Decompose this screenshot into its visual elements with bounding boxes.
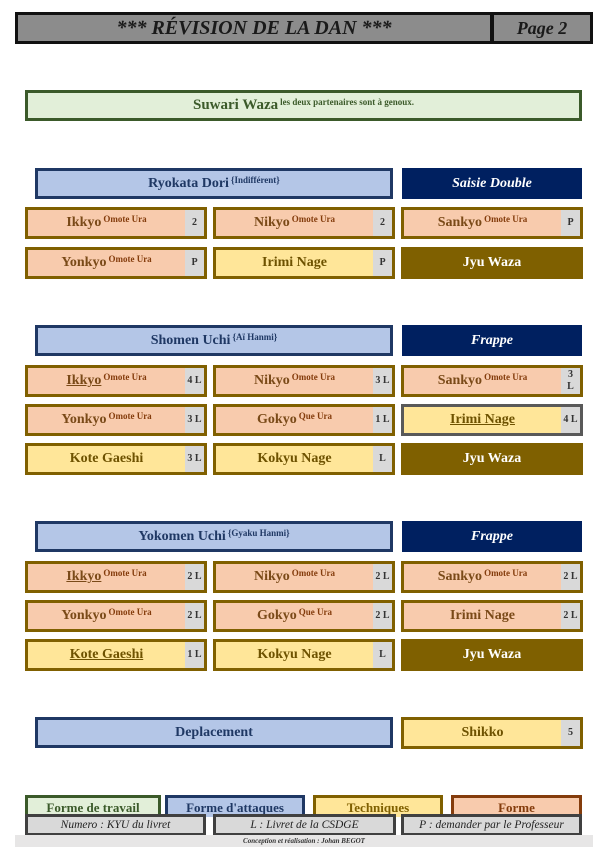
tech-yokomen-gokyo — [213, 600, 395, 632]
tech-number: P — [373, 250, 392, 276]
jyu-waza-shomen: Jyu Waza — [401, 443, 583, 475]
tech-ryokata-irimi-nage — [213, 247, 395, 279]
tech-yokomen-kote-gaeshi — [25, 639, 207, 671]
attack-label: Shomen Uchi — [150, 332, 231, 348]
tech-name: Nikyo — [253, 215, 290, 230]
attack-header-ryokata-dori — [35, 168, 393, 199]
tech-shomen-nikyo — [213, 365, 395, 397]
tech-number: 2 L — [561, 603, 580, 629]
tech-name: Irimi Nage — [262, 255, 327, 270]
tech-name: Shikko — [461, 725, 504, 740]
work-form-banner — [25, 90, 582, 121]
tech-number: 2 L — [373, 603, 392, 629]
tech-name: Sankyo — [437, 569, 483, 584]
tech-variant: Omote Ura — [484, 372, 528, 382]
jyu-waza-yokomen: Jyu Waza — [401, 639, 583, 671]
tech-variant: Omote Ura — [103, 214, 147, 224]
tech-shomen-ikkyo — [25, 365, 207, 397]
tech-variant: Que Ura — [298, 411, 332, 421]
tech-variant: Omote Ura — [108, 411, 152, 421]
category-frappe: Frappe — [402, 521, 582, 552]
attack-header-shomen-uchi — [35, 325, 393, 356]
legend-note-livret: L : Livret de la CSDGE — [213, 814, 396, 836]
tech-name: Kokyu Nage — [257, 647, 332, 662]
tech-yokomen-yonkyo — [25, 600, 207, 632]
credit-line: Conception et réalisation : Johan BEGOT — [15, 835, 593, 847]
tech-number: 2 L — [185, 564, 204, 590]
tech-ryokata-ikkyo — [25, 207, 207, 239]
tech-name: Ikkyo — [66, 215, 102, 230]
attack-note: {Gyaku Hanmi} — [227, 527, 290, 538]
tech-variant: Omote Ura — [291, 568, 336, 578]
tech-name: Yonkyo — [61, 412, 107, 427]
tech-variant: Omote Ura — [484, 568, 528, 578]
tech-shikko — [401, 717, 583, 749]
attack-header-yokomen-uchi — [35, 521, 393, 552]
tech-number: P — [185, 250, 204, 276]
tech-name: Sankyo — [437, 373, 483, 388]
tech-number: 1 L — [185, 642, 204, 668]
tech-yokomen-irimi-nage — [401, 600, 583, 632]
tech-name: Irimi Nage — [450, 412, 515, 427]
deplacement-label: Deplacement — [175, 724, 253, 740]
tech-name: Ikkyo — [66, 373, 102, 388]
tech-ryokata-yonkyo — [25, 247, 207, 279]
tech-name: Gokyo — [257, 412, 297, 427]
attack-label: Ryokata Dori — [148, 175, 229, 191]
tech-name: Irimi Nage — [450, 608, 515, 623]
legend-note-kyu: Numero : KYU du livret — [25, 814, 206, 836]
tech-name: Kokyu Nage — [257, 451, 332, 466]
tech-variant: Omote Ura — [108, 254, 152, 264]
tech-name: Yonkyo — [61, 255, 107, 270]
tech-name: Gokyo — [257, 608, 297, 623]
tech-variant: Omote Ura — [108, 607, 152, 617]
tech-number: 3 L — [373, 368, 392, 394]
attack-label: Yokomen Uchi — [138, 528, 226, 544]
category-saisie-double: Saisie Double — [402, 168, 582, 199]
tech-variant: Omote Ura — [291, 372, 336, 382]
tech-name: Sankyo — [437, 215, 483, 230]
tech-number: 2 L — [373, 564, 392, 590]
tech-yokomen-nikyo — [213, 561, 395, 593]
tech-variant: Omote Ura — [291, 214, 336, 224]
deplacement-header — [35, 717, 393, 748]
tech-shomen-sankyo — [401, 365, 583, 397]
legend-forme: Forme — [451, 795, 582, 817]
attack-note: {Aï Hanmi} — [232, 331, 278, 342]
tech-number: P — [561, 210, 580, 236]
page-number: Page 2 — [491, 12, 593, 44]
tech-shomen-gokyo — [213, 404, 395, 436]
tech-number: 2 — [373, 210, 392, 236]
tech-number: L — [373, 446, 392, 472]
tech-name: Nikyo — [253, 373, 290, 388]
page-title: *** RÉVISION DE LA DAN *** — [15, 12, 493, 44]
tech-name: Nikyo — [253, 569, 290, 584]
tech-shomen-yonkyo — [25, 404, 207, 436]
tech-variant: Omote Ura — [484, 214, 528, 224]
tech-shomen-irimi-nage — [401, 404, 583, 436]
tech-number: 5 — [561, 720, 580, 746]
tech-variant: Omote Ura — [103, 568, 147, 578]
tech-yokomen-kokyu-nage — [213, 639, 395, 671]
jyu-waza-ryokata: Jyu Waza — [401, 247, 583, 279]
tech-ryokata-nikyo — [213, 207, 395, 239]
tech-number: 2 L — [561, 564, 580, 590]
tech-number: 3 L — [185, 407, 204, 433]
attack-note: {Indifférent} — [230, 174, 280, 185]
legend-work-form: Forme de travail — [25, 795, 161, 817]
tech-shomen-kokyu-nage — [213, 443, 395, 475]
tech-number: 2 L — [185, 603, 204, 629]
tech-number: 1 L — [373, 407, 392, 433]
legend-note-professeur: P : demander par le Professeur — [401, 814, 582, 836]
legend-attack-form: Forme d'attaques — [165, 795, 305, 817]
tech-ryokata-sankyo — [401, 207, 583, 239]
tech-name: Yonkyo — [61, 608, 107, 623]
tech-number: 4 L — [185, 368, 204, 394]
work-form-note: les deux partenaires sont à genoux. — [280, 96, 414, 107]
tech-number: 4 L — [561, 407, 580, 433]
tech-name: Kote Gaeshi — [69, 647, 144, 662]
tech-name: Ikkyo — [66, 569, 102, 584]
tech-number: 2 — [185, 210, 204, 236]
tech-yokomen-ikkyo — [25, 561, 207, 593]
tech-number: L — [373, 642, 392, 668]
tech-number: 3 L — [561, 368, 580, 394]
tech-name: Kote Gaeshi — [69, 451, 144, 466]
work-form-label: Suwari Waza — [193, 97, 279, 113]
legend-techniques: Techniques — [313, 795, 443, 817]
category-frappe: Frappe — [402, 325, 582, 356]
tech-number: 3 L — [185, 446, 204, 472]
tech-shomen-kote-gaeshi — [25, 443, 207, 475]
tech-variant: Omote Ura — [103, 372, 147, 382]
tech-yokomen-sankyo — [401, 561, 583, 593]
tech-variant: Que Ura — [298, 607, 332, 617]
